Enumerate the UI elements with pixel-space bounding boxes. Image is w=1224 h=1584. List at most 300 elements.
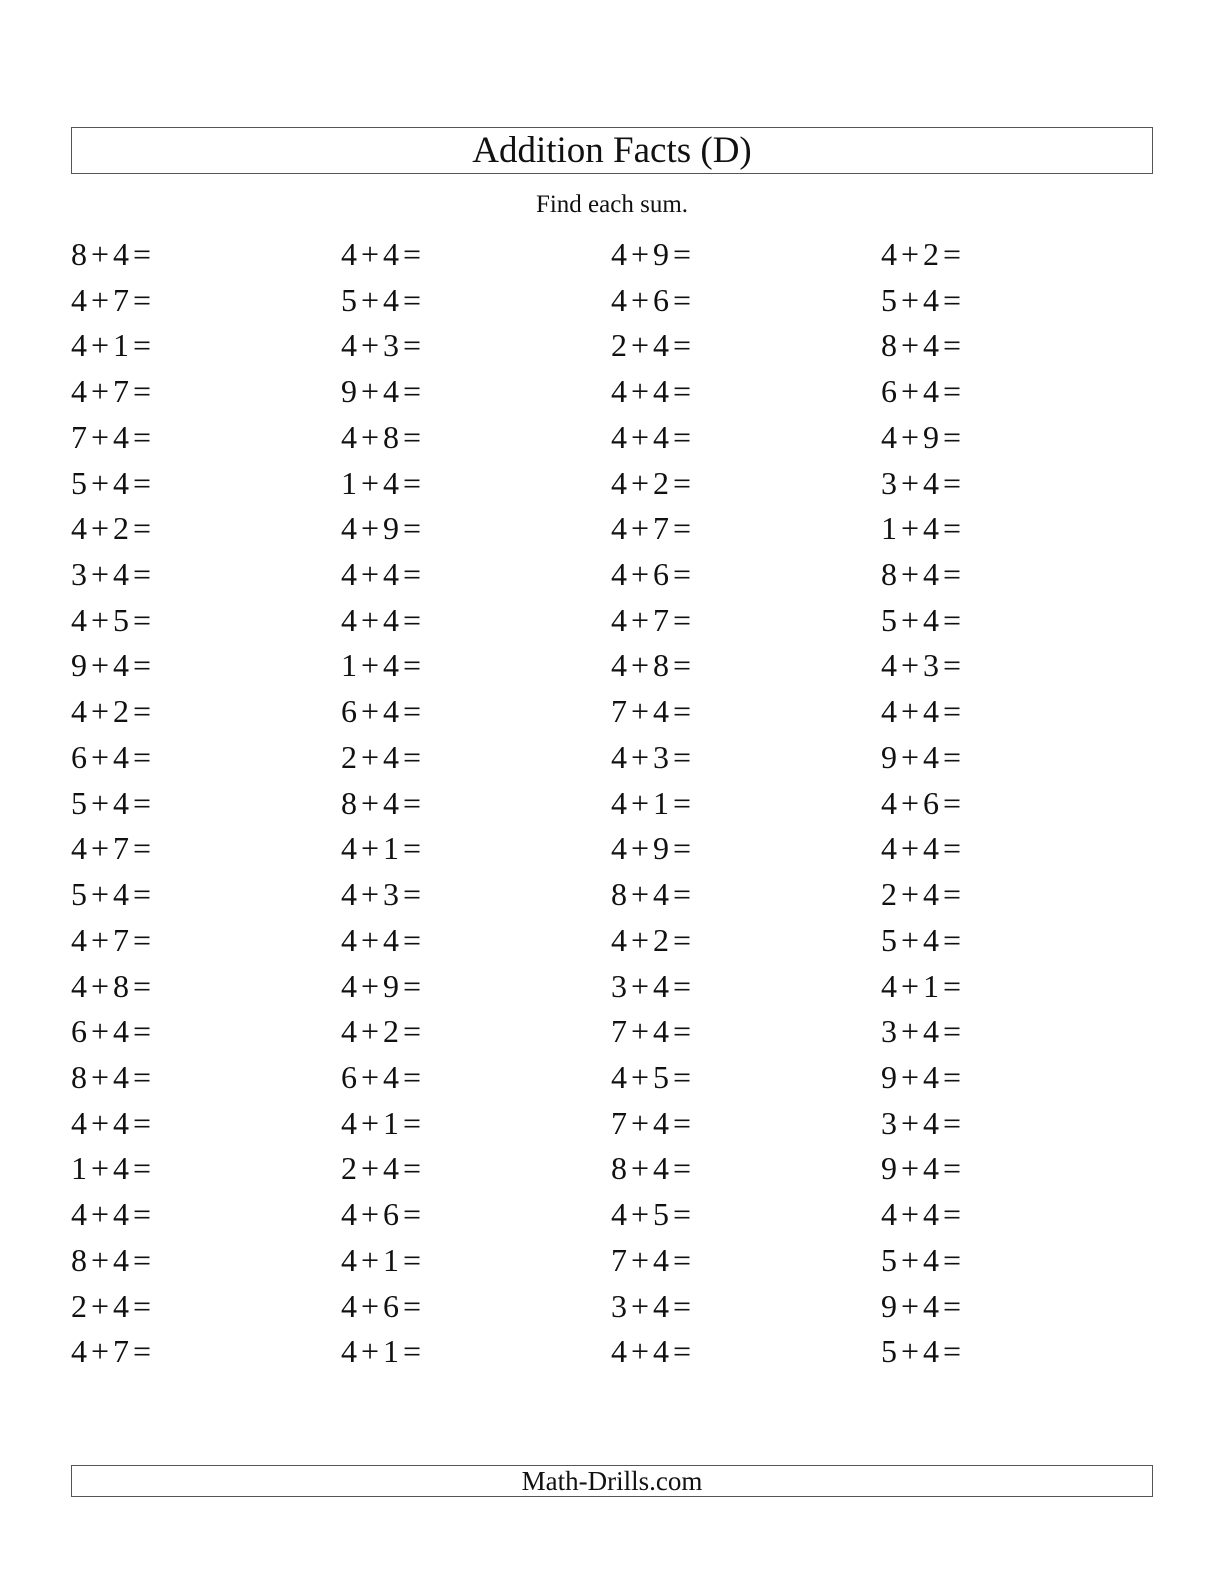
equals-sign: =	[403, 921, 422, 958]
addition-problem	[341, 1010, 425, 1052]
addend-b: 9	[383, 967, 400, 1004]
plus-sign: +	[91, 693, 110, 730]
addend-a: 4	[341, 1196, 357, 1233]
plus-sign: +	[361, 967, 380, 1004]
page-title: Addition Facts (D)	[472, 130, 752, 171]
addend-b: 4	[653, 373, 670, 410]
addend-a: 8	[341, 784, 357, 821]
plus-sign: +	[361, 693, 380, 730]
addition-problem	[611, 599, 695, 641]
addition-problem	[71, 599, 155, 641]
addition-problem	[341, 965, 425, 1007]
addend-b: 4	[113, 1287, 130, 1324]
addition-problem	[71, 1239, 155, 1281]
addend-b: 4	[113, 1104, 130, 1141]
addend-a: 4	[341, 876, 357, 913]
equals-sign: =	[673, 236, 692, 272]
equals-sign: =	[943, 1333, 962, 1370]
addend-a: 5	[341, 281, 357, 318]
addend-b: 4	[113, 876, 130, 913]
addition-problem	[341, 416, 425, 458]
equals-sign: =	[943, 1196, 962, 1233]
equals-sign: =	[133, 738, 152, 775]
addition-problem	[341, 324, 425, 366]
addition-problem	[611, 1010, 695, 1052]
addend-a: 6	[881, 373, 897, 410]
equals-sign: =	[943, 236, 962, 272]
addend-a: 8	[611, 1150, 627, 1187]
addend-a: 3	[71, 556, 87, 593]
plus-sign: +	[901, 418, 920, 455]
addition-problem	[881, 1330, 965, 1372]
addend-b: 1	[383, 1241, 400, 1278]
addend-b: 4	[923, 1196, 940, 1233]
addition-problem	[881, 1010, 965, 1052]
plus-sign: +	[91, 876, 110, 913]
plus-sign: +	[901, 1196, 920, 1233]
equals-sign: =	[403, 1104, 422, 1141]
equals-sign: =	[673, 464, 692, 501]
addition-problem	[881, 416, 965, 458]
addend-b: 4	[113, 1150, 130, 1187]
addition-problem	[881, 1285, 965, 1327]
problem-row	[71, 644, 1153, 690]
problem-row	[71, 827, 1153, 873]
addition-problem	[71, 462, 155, 504]
equals-sign: =	[943, 1241, 962, 1278]
addend-b: 7	[113, 1333, 130, 1370]
addend-a: 7	[611, 1104, 627, 1141]
addition-problem	[71, 1147, 155, 1189]
addition-problem	[881, 782, 965, 824]
problem-row	[71, 1056, 1153, 1102]
addend-b: 6	[383, 1196, 400, 1233]
addend-a: 4	[341, 236, 357, 272]
plus-sign: +	[361, 876, 380, 913]
plus-sign: +	[361, 830, 380, 867]
addend-a: 1	[71, 1150, 87, 1187]
addend-b: 1	[653, 784, 670, 821]
addend-a: 4	[341, 418, 357, 455]
addend-b: 4	[923, 464, 940, 501]
addition-problem	[341, 919, 425, 961]
problem-row	[71, 965, 1153, 1011]
addition-problem	[341, 782, 425, 824]
addend-b: 4	[923, 1241, 940, 1278]
plus-sign: +	[631, 510, 650, 547]
addition-problem	[881, 873, 965, 915]
equals-sign: =	[133, 1333, 152, 1370]
addend-b: 4	[923, 1287, 940, 1324]
equals-sign: =	[673, 647, 692, 684]
plus-sign: +	[361, 647, 380, 684]
equals-sign: =	[673, 876, 692, 913]
addition-problem	[71, 233, 155, 275]
addend-b: 4	[923, 281, 940, 318]
addend-a: 5	[71, 784, 87, 821]
equals-sign: =	[673, 967, 692, 1004]
addition-problem	[881, 1102, 965, 1144]
addend-a: 4	[341, 1287, 357, 1324]
addition-problem	[341, 690, 425, 732]
addition-problem	[611, 416, 695, 458]
plus-sign: +	[901, 373, 920, 410]
equals-sign: =	[673, 1058, 692, 1095]
plus-sign: +	[361, 281, 380, 318]
addend-b: 4	[383, 1150, 400, 1187]
equals-sign: =	[943, 784, 962, 821]
addend-b: 4	[383, 738, 400, 775]
addend-b: 1	[923, 967, 940, 1004]
addend-a: 2	[71, 1287, 87, 1324]
equals-sign: =	[403, 1333, 422, 1370]
equals-sign: =	[133, 281, 152, 318]
addend-b: 4	[113, 647, 130, 684]
addend-a: 3	[881, 1013, 897, 1050]
instructions: Find each sum.	[535, 191, 689, 218]
equals-sign: =	[943, 1287, 962, 1324]
footer-credit: Math-Drills.com	[521, 1465, 703, 1496]
addend-b: 4	[923, 1104, 940, 1141]
addition-problem	[881, 233, 965, 275]
plus-sign: +	[361, 464, 380, 501]
problem-row	[71, 416, 1153, 462]
equals-sign: =	[403, 738, 422, 775]
plus-sign: +	[361, 373, 380, 410]
addend-a: 5	[881, 601, 897, 638]
addend-b: 4	[923, 601, 940, 638]
addend-a: 4	[611, 1333, 627, 1370]
addend-b: 4	[653, 1333, 670, 1370]
equals-sign: =	[133, 236, 152, 272]
addend-b: 4	[113, 1241, 130, 1278]
equals-sign: =	[403, 464, 422, 501]
addend-a: 6	[341, 693, 357, 730]
equals-sign: =	[133, 693, 152, 730]
addend-b: 4	[113, 1013, 130, 1050]
addend-a: 8	[881, 556, 897, 593]
addend-b: 4	[653, 1150, 670, 1187]
plus-sign: +	[901, 784, 920, 821]
addend-b: 4	[923, 921, 940, 958]
addend-a: 4	[341, 556, 357, 593]
addend-a: 2	[341, 738, 357, 775]
addend-a: 9	[881, 738, 897, 775]
plus-sign: +	[901, 830, 920, 867]
addition-problem	[611, 690, 695, 732]
addend-a: 4	[71, 373, 87, 410]
addend-a: 9	[881, 1150, 897, 1187]
addition-problem	[341, 507, 425, 549]
plus-sign: +	[631, 327, 650, 364]
addend-b: 7	[113, 921, 130, 958]
addend-a: 4	[611, 784, 627, 821]
addend-a: 2	[341, 1150, 357, 1187]
addend-b: 6	[923, 784, 940, 821]
addend-b: 4	[113, 556, 130, 593]
addend-a: 7	[611, 693, 627, 730]
equals-sign: =	[133, 967, 152, 1004]
equals-sign: =	[943, 647, 962, 684]
addition-problem	[881, 690, 965, 732]
addition-problem	[611, 1056, 695, 1098]
plus-sign: +	[91, 1058, 110, 1095]
addend-b: 3	[653, 738, 670, 775]
addend-b: 7	[653, 510, 670, 547]
addend-b: 4	[923, 1058, 940, 1095]
equals-sign: =	[403, 1241, 422, 1278]
addend-b: 5	[113, 601, 130, 638]
plus-sign: +	[901, 967, 920, 1004]
equals-sign: =	[673, 1287, 692, 1324]
equals-sign: =	[673, 327, 692, 364]
problem-row	[71, 324, 1153, 370]
equals-sign: =	[943, 281, 962, 318]
addend-a: 4	[71, 967, 87, 1004]
addend-b: 4	[653, 967, 670, 1004]
equals-sign: =	[403, 556, 422, 593]
addend-a: 4	[341, 921, 357, 958]
equals-sign: =	[943, 830, 962, 867]
plus-sign: +	[631, 1013, 650, 1050]
addend-b: 4	[383, 647, 400, 684]
addition-problem	[71, 919, 155, 961]
addend-a: 5	[881, 1333, 897, 1370]
addend-b: 4	[113, 738, 130, 775]
addend-a: 3	[611, 1287, 627, 1324]
addend-b: 4	[923, 1333, 940, 1370]
plus-sign: +	[631, 236, 650, 272]
plus-sign: +	[901, 647, 920, 684]
addition-problem	[341, 599, 425, 641]
plus-sign: +	[631, 418, 650, 455]
addend-a: 5	[71, 464, 87, 501]
addend-a: 5	[71, 876, 87, 913]
equals-sign: =	[403, 1013, 422, 1050]
plus-sign: +	[631, 647, 650, 684]
plus-sign: +	[901, 556, 920, 593]
plus-sign: +	[361, 1333, 380, 1370]
addend-b: 9	[923, 418, 940, 455]
addend-b: 4	[113, 1196, 130, 1233]
addend-a: 4	[71, 327, 87, 364]
addend-b: 4	[923, 1150, 940, 1187]
addition-problem	[71, 873, 155, 915]
addition-problem	[71, 553, 155, 595]
equals-sign: =	[403, 876, 422, 913]
addition-problem	[611, 233, 695, 275]
addend-a: 4	[611, 418, 627, 455]
plus-sign: +	[361, 1287, 380, 1324]
problem-grid	[71, 233, 1153, 1376]
addition-problem	[71, 1102, 155, 1144]
addend-b: 4	[113, 464, 130, 501]
equals-sign: =	[403, 418, 422, 455]
equals-sign: =	[673, 418, 692, 455]
addition-problem	[341, 1056, 425, 1098]
plus-sign: +	[361, 738, 380, 775]
equals-sign: =	[403, 1058, 422, 1095]
addition-problem	[71, 644, 155, 686]
equals-sign: =	[133, 373, 152, 410]
addition-problem	[881, 507, 965, 549]
equals-sign: =	[403, 510, 422, 547]
addend-b: 2	[653, 464, 670, 501]
problem-row	[71, 1330, 1153, 1376]
plus-sign: +	[361, 784, 380, 821]
addend-a: 4	[611, 921, 627, 958]
addend-a: 4	[341, 327, 357, 364]
addend-a: 4	[611, 830, 627, 867]
addend-b: 4	[113, 418, 130, 455]
addend-a: 4	[611, 373, 627, 410]
addend-a: 4	[71, 1104, 87, 1141]
addend-a: 4	[341, 1013, 357, 1050]
plus-sign: +	[361, 921, 380, 958]
addend-a: 4	[71, 281, 87, 318]
addend-a: 9	[341, 373, 357, 410]
addend-b: 1	[383, 1104, 400, 1141]
equals-sign: =	[133, 510, 152, 547]
plus-sign: +	[91, 236, 110, 272]
plus-sign: +	[901, 1013, 920, 1050]
addend-b: 4	[383, 784, 400, 821]
plus-sign: +	[361, 1241, 380, 1278]
addend-b: 6	[653, 556, 670, 593]
addend-b: 2	[113, 693, 130, 730]
equals-sign: =	[673, 830, 692, 867]
equals-sign: =	[943, 693, 962, 730]
plus-sign: +	[631, 556, 650, 593]
addition-problem	[881, 1239, 965, 1281]
equals-sign: =	[133, 418, 152, 455]
addend-a: 4	[71, 510, 87, 547]
problem-row	[71, 782, 1153, 828]
addition-problem	[881, 644, 965, 686]
addition-problem	[881, 1056, 965, 1098]
equals-sign: =	[403, 693, 422, 730]
addend-a: 1	[341, 647, 357, 684]
addition-problem	[611, 279, 695, 321]
addition-problem	[341, 736, 425, 778]
addend-a: 3	[611, 967, 627, 1004]
addend-a: 7	[71, 418, 87, 455]
plus-sign: +	[91, 464, 110, 501]
addend-a: 4	[71, 601, 87, 638]
addend-a: 2	[881, 876, 897, 913]
plus-sign: +	[901, 464, 920, 501]
addition-problem	[341, 873, 425, 915]
equals-sign: =	[133, 601, 152, 638]
addition-problem	[881, 462, 965, 504]
problem-row	[71, 690, 1153, 736]
problem-row	[71, 1285, 1153, 1331]
addend-b: 4	[653, 693, 670, 730]
addition-problem	[611, 1239, 695, 1281]
addend-b: 6	[383, 1287, 400, 1324]
plus-sign: +	[91, 373, 110, 410]
addend-a: 4	[341, 1333, 357, 1370]
plus-sign: +	[631, 1196, 650, 1233]
plus-sign: +	[631, 693, 650, 730]
addend-a: 5	[881, 281, 897, 318]
plus-sign: +	[901, 693, 920, 730]
equals-sign: =	[943, 921, 962, 958]
addend-b: 4	[653, 1104, 670, 1141]
addend-b: 1	[383, 830, 400, 867]
addend-a: 4	[611, 281, 627, 318]
plus-sign: +	[631, 601, 650, 638]
plus-sign: +	[901, 236, 920, 272]
problem-row	[71, 233, 1153, 279]
equals-sign: =	[133, 327, 152, 364]
equals-sign: =	[133, 1287, 152, 1324]
addend-b: 2	[923, 236, 940, 272]
addend-b: 8	[653, 647, 670, 684]
addend-a: 4	[341, 1104, 357, 1141]
addition-problem	[611, 1147, 695, 1189]
plus-sign: +	[631, 464, 650, 501]
addend-b: 1	[383, 1333, 400, 1370]
plus-sign: +	[91, 418, 110, 455]
addend-b: 7	[653, 601, 670, 638]
addend-b: 4	[653, 876, 670, 913]
plus-sign: +	[361, 1104, 380, 1141]
plus-sign: +	[901, 601, 920, 638]
addend-a: 4	[341, 830, 357, 867]
addition-problem	[71, 1056, 155, 1098]
addend-b: 5	[653, 1058, 670, 1095]
plus-sign: +	[901, 876, 920, 913]
addition-problem	[71, 827, 155, 869]
equals-sign: =	[403, 236, 422, 272]
addition-problem	[881, 1193, 965, 1235]
plus-sign: +	[361, 418, 380, 455]
addend-a: 4	[881, 647, 897, 684]
addend-a: 7	[611, 1241, 627, 1278]
addition-problem	[71, 736, 155, 778]
addend-a: 7	[611, 1013, 627, 1050]
addend-a: 3	[881, 1104, 897, 1141]
plus-sign: +	[901, 921, 920, 958]
plus-sign: +	[91, 327, 110, 364]
addend-a: 9	[881, 1287, 897, 1324]
plus-sign: +	[361, 1196, 380, 1233]
addition-problem	[71, 324, 155, 366]
addition-problem	[611, 873, 695, 915]
addition-problem	[71, 1193, 155, 1235]
addition-problem	[71, 1285, 155, 1327]
addend-a: 4	[341, 601, 357, 638]
addend-b: 4	[383, 601, 400, 638]
addition-problem	[881, 279, 965, 321]
addend-a: 2	[611, 327, 627, 364]
addend-b: 2	[653, 921, 670, 958]
equals-sign: =	[673, 281, 692, 318]
addend-a: 3	[881, 464, 897, 501]
plus-sign: +	[91, 967, 110, 1004]
equals-sign: =	[943, 327, 962, 364]
addition-problem	[341, 1193, 425, 1235]
addition-problem	[611, 1102, 695, 1144]
addition-problem	[341, 1285, 425, 1327]
plus-sign: +	[361, 236, 380, 272]
addition-problem	[611, 370, 695, 412]
equals-sign: =	[403, 647, 422, 684]
addition-problem	[611, 1193, 695, 1235]
addend-a: 4	[611, 236, 627, 272]
addend-a: 4	[881, 418, 897, 455]
